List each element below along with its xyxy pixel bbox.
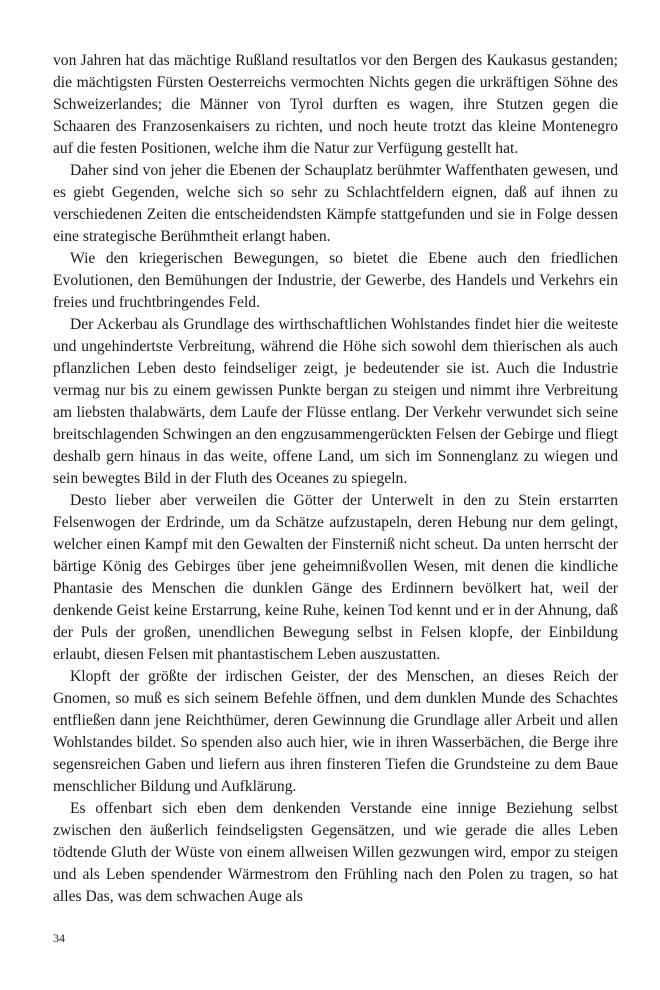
paragraph-5: Desto lieber aber verweilen die Götter der Unterwelt in den zu Stein erstarrten Felsenwogen der Erdrinde, um da Schätze aufzustapeln, deren Hebung nur dem gelingt, welcher einen Kampf mit den Gewalten der Finsterniß nicht scheut. Da unten herrscht der bärtige König des Gebirges über jene geheimnißvollen Wesen, mit denen die kindliche Phantasie des Menschen die dunklen Gänge des Erdinnern bevölkert hat, weil der denkende Geist keine Erstarrung, keine Ruhe, keinen Tod kennt und er in der Ahnung, daß der Puls der großen, unendlichen Bewegung selbst in Felsen klopfe, der Einbildung erlaubt, diesen Felsen mit phantastischem Leben auszustatten. [53, 492, 618, 663]
page-body [53, 50, 618, 908]
paragraph-3: Wie den kriegerischen Bewegungen, so bietet die Ebene auch den friedlichen Evolutionen, den Bemühungen der Industrie, der Gewerbe, des Handels und Verkehrs ein freies und fruchtbringendes Feld. [53, 250, 618, 311]
paragraph-7: Es offenbart sich eben dem denkenden Verstande eine innige Beziehung selbst zwischen den äußerlich feindseligsten Gegensätzen, und wie gerade die alles Leben tödtende Gluth der Wüste von einem allweisen Willen gezwungen wird, empor zu steigen und als Leben spendender Wärmestrom den Frühling nach den Polen zu tragen, so hat alles Das, was dem schwachen Auge als [53, 800, 618, 905]
paragraph-2: Daher sind von jeher die Ebenen der Schauplatz berühmter Waffenthaten gewesen, und es giebt Gegenden, welche sich so sehr zu Schlachtfeldern eignen, daß auf ihnen zu verschiedenen Zeiten die entscheidendsten Kämpfe stattgefunden und sie in Folge dessen eine strategische Berühmtheit erlangt haben. [53, 162, 618, 245]
paragraph-1: von Jahren hat das mächtige Rußland resultatlos vor den Bergen des Kaukasus gestanden; die mächtigsten Fürsten Oesterreichs vermochten Nichts gegen die urkräftigen Söhne des Schweizerlandes; die Männer von Tyrol durften es wagen, ihre Stutzen gegen die Schaaren des Franzosenkaisers zu richten, und noch heute trotzt das kleine Montenegro auf die festen Positionen, welche ihm die Natur zur Verfügung gestellt hat. [53, 52, 618, 157]
paragraph-6: Klopft der größte der irdischen Geister, der des Menschen, an dieses Reich der Gnomen, so muß es sich seinem Befehle öffnen, und dem dunklen Munde des Schachtes entfließen dann jene Reichthümer, deren Gewinnung die Grundlage aller Arbeit und allen Wohlstandes bildet. So spenden also auch hier, wie in ihren Wasserbächen, die Berge ihre segensreichen Gaben und liefern aus ihren finsteren Tiefen die Grundsteine zu dem Baue menschlicher Bildung und Aufklärung. [53, 668, 618, 795]
page-number: 34 [53, 931, 65, 945]
paragraph-4: Der Ackerbau als Grundlage des wirthschaftlichen Wohlstandes findet hier die weiteste und ungehindertste Verbreitung, während die Höhe sich sowohl dem thierischen als auch pflanzlichen Leben desto feindseliger zeigt, je bedeutender sie ist. Auch die Industrie vermag nur bis zu einem gewissen Punkte bergan zu steigen und nimmt ihre Verbreitung am liebsten thalabwärts, dem Laufe der Flüsse entlang. Der Verkehr verwundet sich seine breitschlagenden Schwingen an den engzusammengerückten Felsen der Gebirge und fliegt deshalb gern hinaus in das weite, offene Land, um sich im Sonnenglanz zu wiegen und sein bewegtes Bild in der Fluth des Oceanes zu spiegeln. [53, 316, 618, 487]
